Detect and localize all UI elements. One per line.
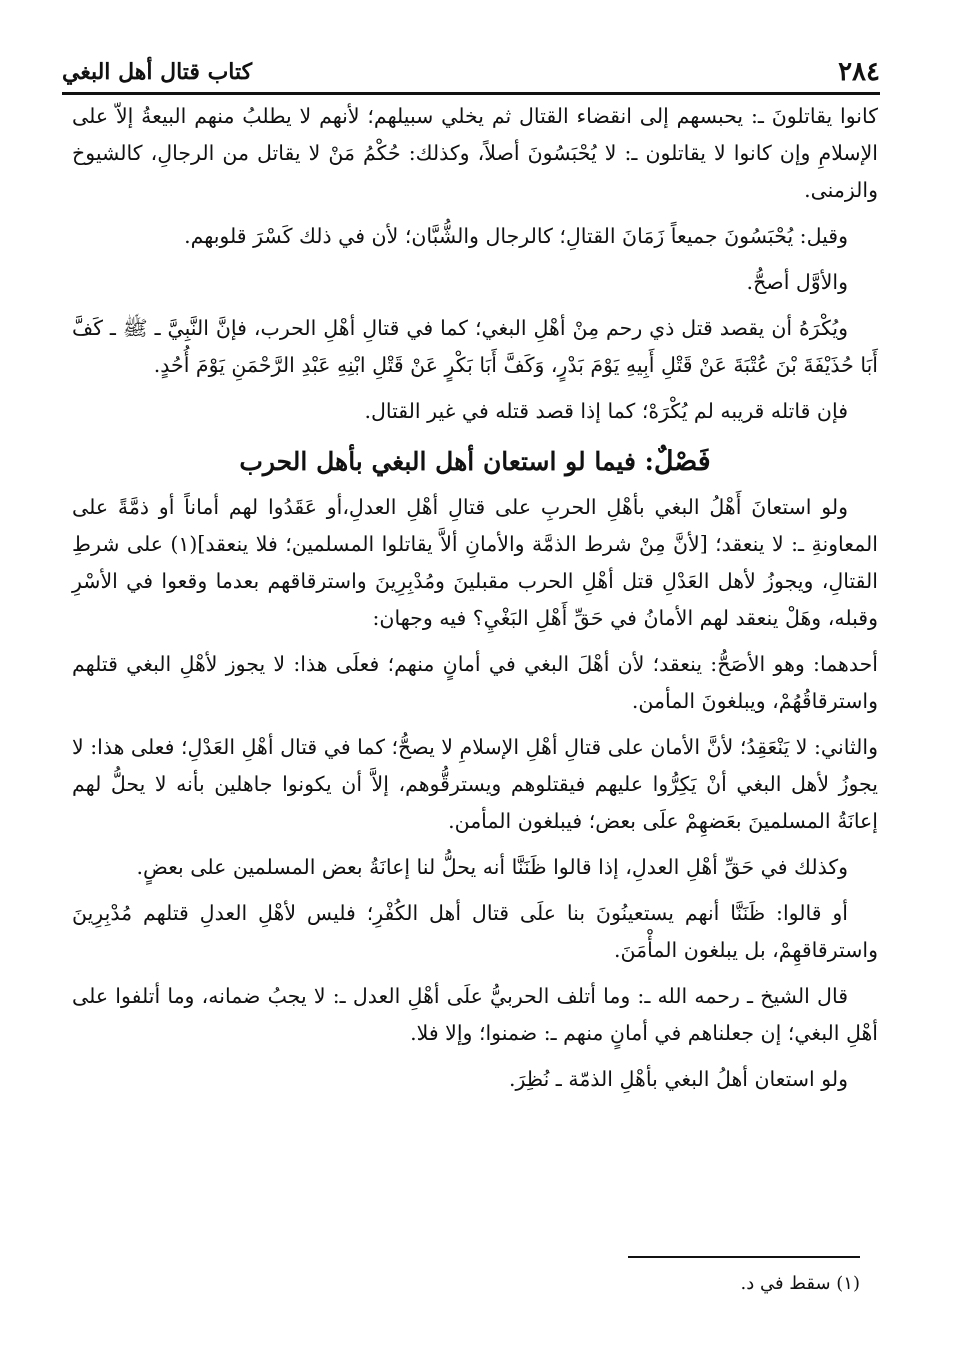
page-number: ٢٨٤ xyxy=(838,57,880,87)
paragraph: فإن قاتله قريبه لم يُكْرَهْ؛ كما إذا قصد قتله في غير القتال. xyxy=(364,399,848,423)
paragraph: وقيل: يُحْبَسُونَ جميعاً زَمَانَ القتالِ؛ كالرجال والشُّبَّان؛ لأن في ذلك كَسْرَ قلوبهم. xyxy=(184,224,848,248)
running-title: كتاب قتال أهل البغي xyxy=(62,59,253,85)
paragraph: ولو استعانَ أَهْلُ البغي بأهْلِ الحربِ على قتالِ أهْلِ العدلِ،أو عَقَدُوا لهم أماناً أو ذمَّةً على المعاونةِ ـ: لا ينعقد؛ [لأنَّ مِنْ شرط الذمَّة والأمانِ ألاَّ يقاتلوا المسلمين؛ فلا ينعقد](١) على شرطِ القتالِ، ويجوزُ لأهل العَدْلِ قتل أهْلِ الحرب مقبلينَ ومُدْبِرِينَ واسترقاقهم بعدما وقعوا في الأسْرِ وقبله، وهَلْ ينعقد لهم الأمانُ في حَقِّ أَهْلِ البَغْيِ؟ فيه وجهان: xyxy=(72,495,878,630)
paragraph: قال الشيخ ـ رحمه الله ـ: وما أتلف الحربيُّ علَى أهْلِ العدل ـ: لا يجبُ ضمانه، وما أتلفوا على أهْلِ البغي؛ إن جعلناهم في أمانٍ منهم ـ: ضمنوا؛ وإلا فلا. xyxy=(72,984,878,1045)
paragraph: والأوَّل أصحُّ. xyxy=(746,270,848,294)
page-body xyxy=(72,98,878,1107)
paragraph: ويُكْرَهُ أن يقصد قتل ذي رحم مِنْ أهْلِ البغي؛ كما في قتالِ أهْلِ الحرب، فإنَّ النَّبِيَّ ـ ﷺ ـ كَفَّ أَبَا حُذَيْفَةَ بْنَ عُتْبَةَ عَنْ قَتْلِ أَبِيهِ يَوْمَ بَدْرٍ، وَكَفَّ أَبَا بَكْرٍ عَنْ قَتْلِ ابْنِهِ عَبْدِ الرَّحْمَنِ يَوْمَ أُحُدٍ. xyxy=(72,316,878,377)
section-heading xyxy=(72,439,878,485)
page-header xyxy=(62,52,880,95)
section-heading-title: : فيما لو استعان أهل البغي بأهل الحرب xyxy=(239,447,654,476)
paragraph: كانوا يقاتلونَ ـ: يحبسهم إلى انقضاء القتال ثم يخلي سبيلهم؛ لأنهم لا يطلبُ منهم البيعةُ إلاّ على الإسلامِ وإن كانوا لا يقاتلون ـ: لا يُحْبَسُونَ أصلاً، وكذلك: حُكْمُ مَنْ لا يقاتل من الرجالِ، كالشيوخ والزمنى. xyxy=(72,104,878,202)
section-heading-fasl: فَصْلٌ xyxy=(653,446,711,477)
footnote: (١) سقط في د. xyxy=(740,1273,860,1294)
paragraph: ولو استعان أهلُ البغي بأهْلِ الذمّة ـ نُظِرَ. xyxy=(508,1067,848,1091)
paragraph: والثاني: لا يَنْعَقِدُ؛ لأنَّ الأمان على قتالِ أهْلِ الإسلامِ لا يصحُّ؛ كما في قتال أهْلِ العَدْلِ؛ فعلى هذا: لا يجوزُ لأهل البغي أنْ يَكِرُّوا عليهم فيقتلوهم ويسترقُّوهم، إلاَّ أن يكونوا جاهلين بأنه لا يحلُّ لهم إعانَةُ المسلمينَ بعَضهِمْ علَى بعض؛ فيبلغون المأمن. xyxy=(72,735,878,833)
paragraph: أحدهما: وهو الأصَحُّ: ينعقد؛ لأن أهْلَ البغي في أمانٍ منهم؛ فعلَى هذا: لا يجوز لأهْلِ البغي قتلهم واسترقاقُهُمْ، ويبلغونَ المأمن. xyxy=(72,652,878,713)
paragraph: وكذلك في حَقِّ أهْلِ العدلِ، إذا قالوا ظَنَنَّا أنه يحلُّ لنا إعانَةُ بعض المسلمين على بعضٍ. xyxy=(136,855,848,879)
footnote-divider xyxy=(628,1256,860,1258)
paragraph: أو قالوا: ظَنَنَّا أنهم يستعينُونَ بنا علَى قتال أهل الكُفْرِ؛ فليس لأهْلِ العدلِ قتلهم مُدْبِرِينَ واسترقاقهِمْ، بل يبلغون المأْمَنَ. xyxy=(72,901,878,962)
